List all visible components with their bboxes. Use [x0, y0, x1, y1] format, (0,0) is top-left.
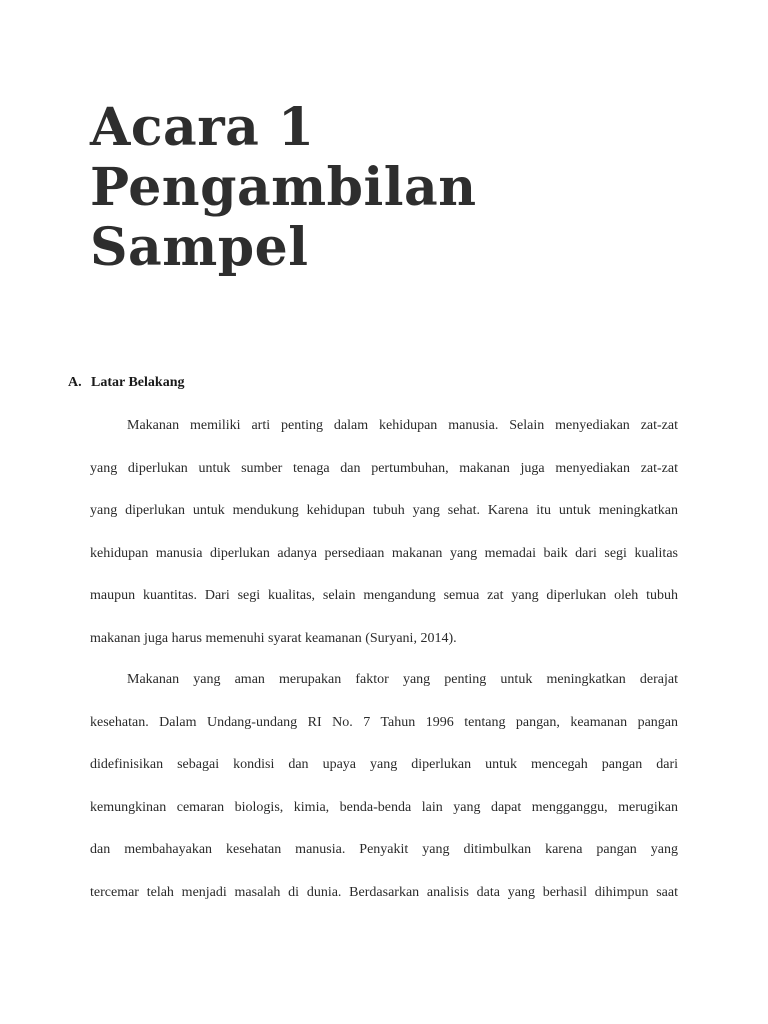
paragraph-line: maupun kuantitas. Dari segi kualitas, selain mengandung semua zat yang diperlukan oleh tubuh: [90, 588, 678, 603]
paragraph-line: makanan juga harus memenuhi syarat keamanan (Suryani, 2014).: [90, 630, 457, 646]
title-line: Acara 1: [90, 97, 315, 158]
section-heading-text: Latar Belakang: [91, 375, 185, 390]
paragraph-line: dan membahayakan kesehatan manusia. Penyakit yang ditimbulkan karena pangan yang: [90, 842, 678, 857]
paragraph-line: Makanan yang aman merupakan faktor yang penting untuk meningkatkan derajat: [127, 672, 678, 687]
section-heading: [68, 374, 184, 392]
paragraph-line: yang diperlukan untuk sumber tenaga dan pertumbuhan, makanan juga menyediakan zat-zat: [90, 460, 678, 476]
title-line: Sampel: [90, 217, 309, 278]
paragraph-line: kesehatan. Dalam Undang-undang RI No. 7 Tahun 1996 tentang pangan, keamanan pangan: [90, 714, 678, 730]
page-title: [90, 98, 690, 278]
paragraph-line: Makanan memiliki arti penting dalam kehidupan manusia. Selain menyediakan zat-zat: [127, 418, 678, 433]
section-marker: A.: [68, 375, 82, 390]
paragraph-line: tercemar telah menjadi masalah di dunia. Berdasarkan analisis data yang berhasil dihimpun saat: [90, 884, 678, 900]
paragraph-line: yang diperlukan untuk mendukung kehidupan tubuh yang sehat. Karena itu untuk meningkatkan: [90, 503, 678, 518]
paragraph-line: didefinisikan sebagai kondisi dan upaya yang diperlukan untuk mencegah pangan dari: [90, 757, 678, 772]
title-line: Pengambilan: [90, 157, 477, 218]
paragraph-line: kehidupan manusia diperlukan adanya persediaan makanan yang memadai baik dari segi kualitas: [90, 545, 678, 561]
paragraph: [90, 405, 678, 660]
paragraph: [90, 659, 678, 914]
paragraph-line: kemungkinan cemaran biologis, kimia, benda-benda lain yang dapat mengganggu, merugikan: [90, 799, 678, 815]
